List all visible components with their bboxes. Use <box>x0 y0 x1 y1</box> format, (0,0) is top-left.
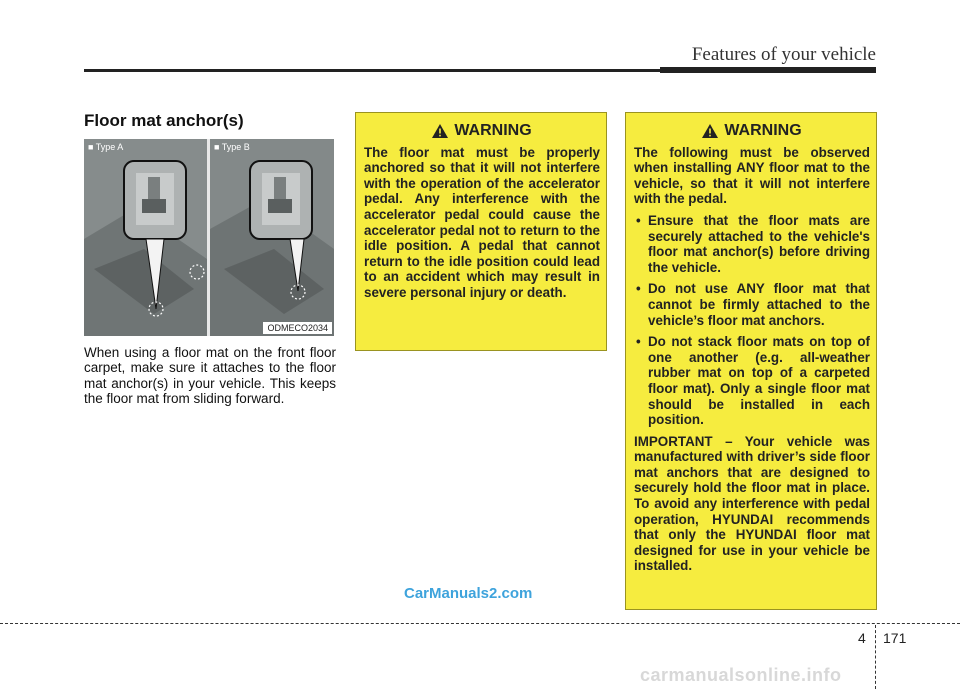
page-number: 171 <box>883 630 907 646</box>
warning-box-2 <box>625 112 877 610</box>
warning-title-2: WARNING <box>724 122 802 139</box>
floor-mat-figure <box>84 139 334 336</box>
figure-code: ODMECO2034 <box>263 322 332 334</box>
section-body: When using a floor mat on the front floor carpet, make sure it attaches to the floor mat anchor(s) in your vehicle. This keeps the floor mat from sliding forward. <box>84 345 336 407</box>
warning-header-2 <box>634 123 870 139</box>
warning-triangle-icon <box>702 124 718 138</box>
warning-header-1 <box>364 123 600 139</box>
watermark-bottom: carmanualsonline.info <box>640 665 842 685</box>
warning-bullet-item: • Do not use ANY floor mat that cannot be firmly attached to the vehicle’s floor mat anchors. <box>634 281 870 328</box>
watermark-link[interactable]: CarManuals2.com <box>404 585 533 602</box>
warning-bullets <box>634 213 870 428</box>
footer-rule <box>0 623 960 624</box>
warning-triangle-icon <box>432 124 448 138</box>
page-separator <box>875 625 876 689</box>
warning-bullet-item: • Do not stack floor mats on top of one another (e.g. all-weather rubber mat on top of a carpeted floor mat). Only a single floor mat should be installed in each position. <box>634 334 870 428</box>
header-rule <box>84 69 660 72</box>
header-rule-thick <box>660 67 876 73</box>
type-a-label: ■ Type A <box>88 142 124 152</box>
warning-bullet-item: • Ensure that the floor mats are securely attached to the vehicle's floor mat anchor(s) before driving the vehicle. <box>634 213 870 275</box>
warning-important: IMPORTANT – Your vehicle was manufactured with driver’s side floor mat anchors that are designed to securely hold the floor mat in place. To avoid any interference with pedal operation, HYUNDAI recommends that only the HYUNDAI floor mat designed for use in your vehicle be installed. <box>634 433 870 574</box>
section-title: Floor mat anchor(s) <box>84 111 244 130</box>
page-chapter: 4 <box>858 630 866 646</box>
warning-title-1: WARNING <box>454 122 532 139</box>
warning-text-1: The floor mat must be properly anchored so that it will not interfere with the operation of the accelerator pedal. Any interference with the accelerator pedal could cause the accelerator pedal not to return to the idle position. A pedal that cannot return to the idle position could lead to an accident which may result in severe personal injury or death. <box>364 144 600 300</box>
type-b-label: ■ Type B <box>214 142 250 152</box>
floor-mat-illustration <box>84 139 334 336</box>
header-title: Features of your vehicle <box>691 44 876 65</box>
warning-box-1 <box>355 112 607 351</box>
warning-intro-2: The following must be observed when installing ANY floor mat to the vehicle, so that it will not interfere with the pedal. <box>634 144 870 207</box>
